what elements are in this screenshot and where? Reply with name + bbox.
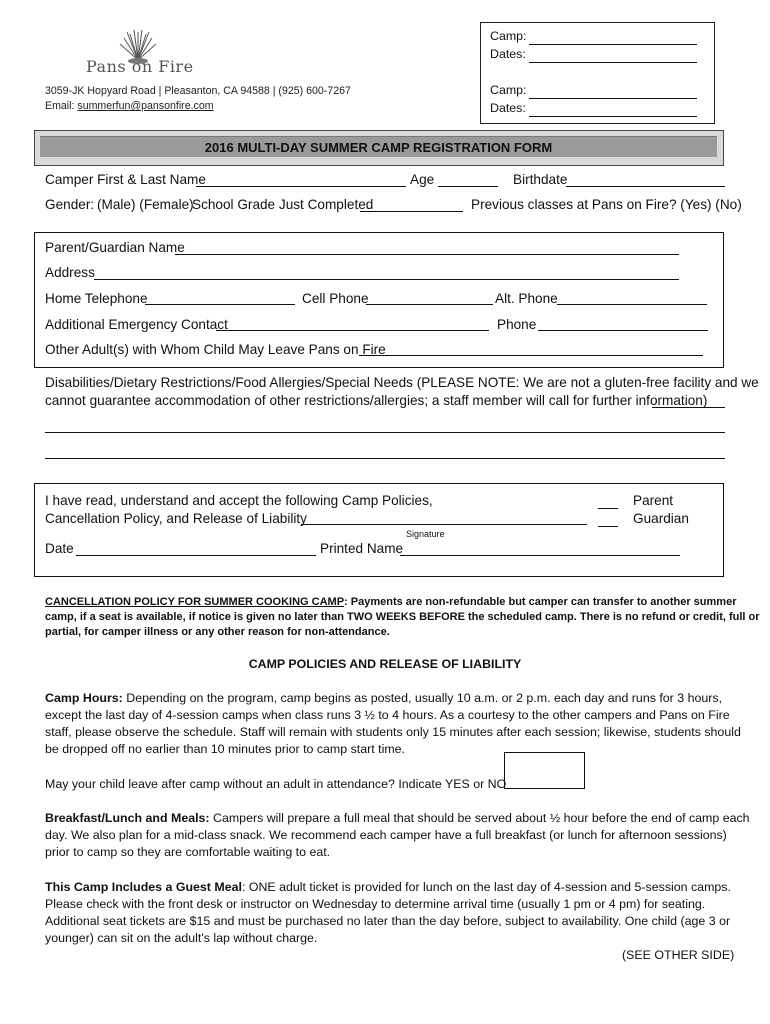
- emergency-contact-field[interactable]: [216, 330, 489, 331]
- parent-name-label: Parent/Guardian Name: [45, 240, 185, 255]
- emergency-contact-label: Additional Emergency Contact: [45, 317, 228, 332]
- parent-checkline[interactable]: [598, 508, 618, 509]
- meals-line1: Campers will prepare a full meal that should be served about ½ hour before the end of camp each: [209, 811, 750, 825]
- special-needs-field-3[interactable]: [45, 458, 725, 459]
- camp-hours-line2: except the last day of 4-session camps when class runs 3 ½ to 4 hours. As a courtesy to the other campers and Pans on Fire: [45, 708, 730, 722]
- special-needs-field-2[interactable]: [45, 432, 725, 433]
- age-label: Age: [410, 172, 435, 187]
- pans-on-fire-logo: [82, 24, 194, 80]
- camp-hours-line3: staff, please observe the schedule. Staff will remain with students only 15 minutes after each session; likewise, students should: [45, 725, 741, 739]
- guardian-checkline[interactable]: [598, 526, 618, 527]
- dates-label-2: Dates:: [490, 101, 526, 115]
- school-grade-field[interactable]: [360, 211, 463, 212]
- emergency-phone-field[interactable]: [538, 330, 708, 331]
- address-field[interactable]: [94, 279, 679, 280]
- camper-name-label: Camper First & Last Name: [45, 172, 206, 187]
- other-adults-label: Other Adult(s) with Whom Child May Leave Pans on Fire: [45, 342, 386, 357]
- dates-field-1[interactable]: [529, 62, 697, 63]
- dates-field-2[interactable]: [529, 116, 697, 117]
- agreement-line1: I have read, understand and accept the following Camp Policies,: [45, 493, 433, 508]
- meals-title: Breakfast/Lunch and Meals:: [45, 811, 210, 825]
- camp-hours-line4: be dropped off no earlier than 10 minutes prior to camp start time.: [45, 742, 405, 756]
- camp-field-1[interactable]: [529, 44, 697, 45]
- form-title-banner: [34, 130, 724, 166]
- address-label: Address: [45, 265, 95, 280]
- logo-text: Pans on Fire: [86, 57, 194, 76]
- see-other-side-note: (SEE OTHER SIDE): [622, 948, 735, 962]
- date-label: Date: [45, 541, 74, 556]
- gender-options[interactable]: (Male) (Female): [97, 197, 194, 212]
- special-needs-label-line1: Disabilities/Dietary Restrictions/Food Allergies/Special Needs (PLEASE NOTE: We are not a gluten-free facility and we: [45, 375, 759, 390]
- alt-phone-label: Alt. Phone: [495, 291, 558, 306]
- signature-label: Signature: [406, 529, 445, 539]
- special-needs-field-1[interactable]: [652, 407, 725, 408]
- camper-name-field[interactable]: [196, 186, 406, 187]
- home-phone-label: Home Telephone: [45, 291, 148, 306]
- parent-name-field[interactable]: [175, 254, 679, 255]
- agreement-line2: Cancellation Policy, and Release of Liability: [45, 511, 307, 526]
- alt-phone-field[interactable]: [557, 304, 707, 305]
- meals-line2: day. We also plan for a mid-class snack. We recommend each camper have a full breakfast (or lunch for afternoon sessions): [45, 828, 727, 842]
- camp-hours-line1: Depending on the program, camp begins as posted, usually 10 a.m. or 2 p.m. each day and runs for 3 hours,: [122, 691, 723, 705]
- cell-phone-field[interactable]: [366, 304, 493, 305]
- form-title: 2016 MULTI-DAY SUMMER CAMP REGISTRATION FORM: [40, 136, 717, 157]
- policies-heading: CAMP POLICIES AND RELEASE OF LIABILITY: [248, 657, 522, 671]
- cancellation-text-2: camp, if a seat is available, if notice is given no later than TWO WEEKS BEFORE the scheduled camp. There is no refund or credit, full or: [45, 611, 760, 623]
- other-adults-field[interactable]: [359, 355, 703, 356]
- gender-label: Gender:: [45, 197, 95, 212]
- camp-label-2: Camp:: [490, 83, 527, 97]
- email-label: Email:: [45, 100, 75, 112]
- camp-hours-title: Camp Hours:: [45, 691, 123, 705]
- age-field[interactable]: [438, 186, 498, 187]
- yes-no-answer-box[interactable]: [504, 752, 585, 789]
- cancellation-text-3: partial, for camper illness or any other reason for non-attendance.: [45, 626, 390, 638]
- parent-option-label: Parent: [633, 493, 674, 508]
- previous-classes-question[interactable]: Previous classes at Pans on Fire? (Yes) (No): [471, 197, 742, 212]
- email-line: [45, 100, 214, 112]
- special-needs-label-line2: cannot guarantee accommodation of other restrictions/allergies; a staff member will call for further information): [45, 393, 708, 408]
- printed-name-field[interactable]: [400, 555, 680, 556]
- camp-label-1: Camp:: [490, 29, 527, 43]
- guest-meal-line1: : ONE adult ticket is provided for lunch on the last day of 4-session and 5-session camps.: [241, 880, 731, 894]
- birthdate-field[interactable]: [566, 186, 725, 187]
- cancellation-heading: CANCELLATION POLICY FOR SUMMER COOKING CAMP: [45, 596, 345, 608]
- printed-name-label: Printed Name: [320, 541, 404, 556]
- leave-without-adult-question: May your child leave after camp without an adult in attendance? Indicate YES or NO: [45, 777, 507, 791]
- camp-dates-box: [480, 22, 715, 124]
- guest-meal-line2: Please check with the front desk or instructor on Wednesday to determine arrival time (usually 1 pm or 4 pm) for seating.: [45, 897, 706, 911]
- guest-meal-line3: Additional seat tickets are $15 and must be purchased no later than the day before, subject to availability. One child (age 3 or: [45, 914, 731, 928]
- signature-field[interactable]: [301, 524, 587, 525]
- home-phone-field[interactable]: [145, 304, 295, 305]
- guest-meal-title: This Camp Includes a Guest Meal: [45, 880, 242, 894]
- guardian-option-label: Guardian: [633, 511, 689, 526]
- school-grade-label: School Grade Just Completed: [192, 197, 374, 212]
- meals-line3: prior to camp so they are comfortable waiting to eat.: [45, 845, 331, 859]
- camp-hours-paragraph: [45, 690, 741, 758]
- email-link[interactable]: summerfun@pansonfire.com: [77, 100, 214, 112]
- guest-meal-line4: younger) can sit on the adult's lap without charge.: [45, 931, 318, 945]
- birthdate-label: Birthdate: [513, 172, 568, 187]
- camp-field-2[interactable]: [529, 98, 697, 99]
- guest-meal-paragraph: [45, 879, 735, 947]
- cancellation-policy-line1: [45, 595, 736, 610]
- cancellation-text-1: : Payments are non-refundable but camper can transfer to another summer: [344, 596, 737, 608]
- dates-label-1: Dates:: [490, 47, 526, 61]
- cell-phone-label: Cell Phone: [302, 291, 369, 306]
- emergency-phone-label: Phone: [497, 317, 537, 332]
- store-address: 3059-JK Hopyard Road | Pleasanton, CA 94588 | (925) 600-7267: [45, 85, 351, 97]
- date-field[interactable]: [76, 555, 316, 556]
- meals-paragraph: [45, 810, 750, 861]
